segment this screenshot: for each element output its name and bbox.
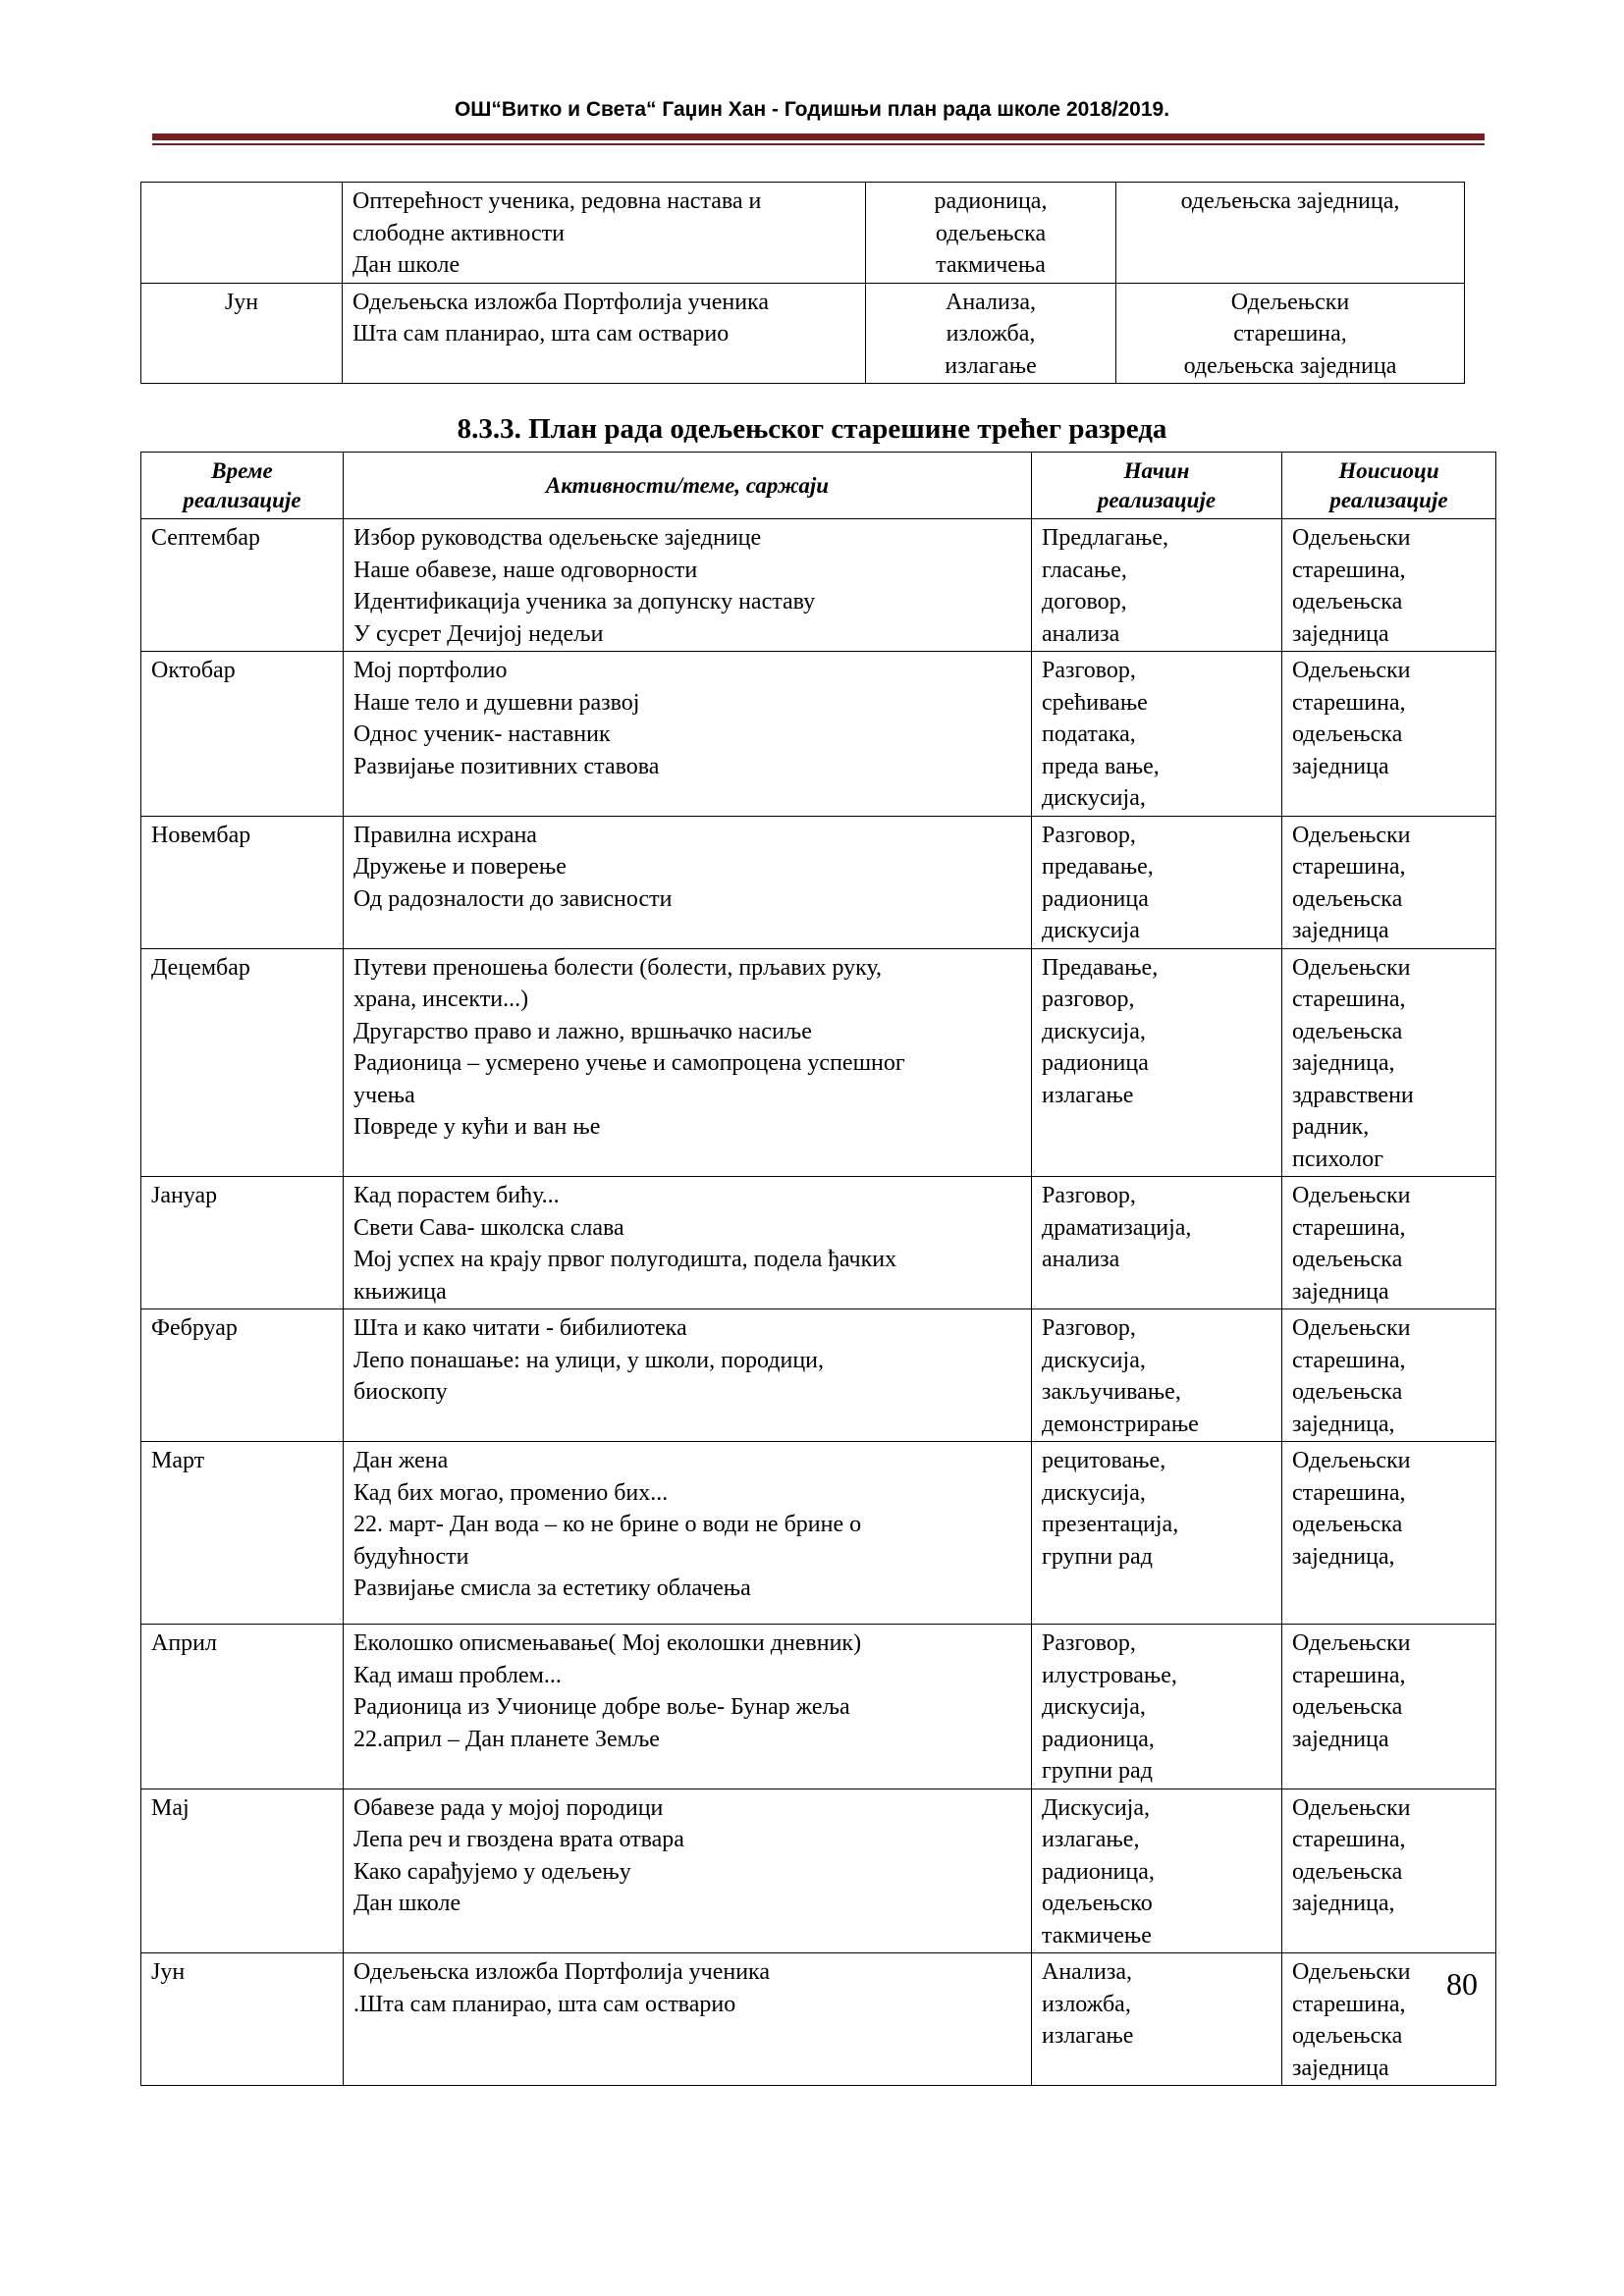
activities-cell-line: 22. март- Дан вода – ко не брине о води не брине о <box>353 1512 862 1537</box>
bearers-cell-line: одељењска <box>1292 1379 1403 1405</box>
method-cell-line: излагање, <box>1042 1827 1140 1852</box>
method-cell-line: дискусија, <box>1042 785 1146 811</box>
method-cell-line: радионица, <box>934 188 1048 214</box>
section-title: 8.3.3. План рада одељењског старешине трећег разреда <box>457 413 1167 445</box>
activities-cell-line: Дан школе <box>352 252 460 278</box>
bearers-cell-line: старешина, <box>1292 987 1406 1012</box>
activities-cell-line: Шта и како читати - бибилиотека <box>353 1315 687 1341</box>
activities-cell-line: Наше тело и душевни развој <box>353 689 640 716</box>
header-bearers <box>1282 453 1496 519</box>
bearers-cell-line: Одељењски <box>1292 1183 1411 1208</box>
method-cell-line: анализа <box>1042 1247 1120 1272</box>
month-cell-line: Март <box>151 1448 205 1473</box>
method-cell-line: података, <box>1042 721 1136 747</box>
bearers-cell <box>1282 816 1496 948</box>
activities-cell <box>344 1177 1032 1309</box>
method-cell-line: дискусија, <box>1042 1694 1146 1720</box>
bearers-cell-line: старешина, <box>1233 321 1347 347</box>
bearers-cell <box>1282 519 1496 652</box>
activities-cell-line: Лепа реч и гвоздена врата отвара <box>353 1827 684 1852</box>
method-cell-line: дискусија, <box>1042 1347 1146 1373</box>
bearers-cell-line: заједница <box>1292 753 1389 779</box>
method-cell-line: радионица, <box>1042 1858 1155 1885</box>
bearers-cell-line: заједница, <box>1292 1543 1395 1570</box>
header-method <box>1032 453 1282 519</box>
month-cell <box>141 1789 344 1953</box>
bearers-cell-line: заједница, <box>1292 1411 1395 1437</box>
method-cell-line: разговор, <box>1042 987 1135 1012</box>
bearers-cell-line: Одељењски <box>1292 525 1411 551</box>
activities-cell-line: храна, инсекти...) <box>353 987 529 1012</box>
bearers-cell-line: психолог <box>1292 1146 1383 1172</box>
month-cell-line: Јануар <box>151 1183 218 1208</box>
method-cell-line: дискусија, <box>1042 1018 1146 1044</box>
activities-cell-line: Обавезе рада у мојој породици <box>353 1794 664 1821</box>
bearers-cell-line: одељењска заједница <box>1183 352 1397 379</box>
month-cell-line: Септембар <box>151 525 260 551</box>
method-cell <box>1032 816 1282 948</box>
table-row <box>141 1789 1496 1953</box>
month-cell-line: Април <box>151 1630 217 1656</box>
activities-cell-line: биоскопу <box>353 1379 448 1405</box>
month-cell-line: Мај <box>151 1794 189 1821</box>
bearers-cell-line: Одељењски <box>1292 1315 1411 1341</box>
activities-cell <box>344 1789 1032 1953</box>
bearers-cell-line: одељењска заједница, <box>1180 188 1400 214</box>
method-cell <box>866 283 1116 384</box>
homeroom-plan-table <box>140 452 1496 2086</box>
activities-cell-line: учења <box>353 1082 415 1108</box>
bearers-cell-line: заједница, <box>1292 1891 1395 1916</box>
activities-cell-line: Оптерећност ученика, редовна настава и <box>352 188 762 214</box>
activities-cell-line: 22.април – Дан планете Земље <box>353 1726 660 1752</box>
activities-cell-line: .Шта сам планирао, шта сам остварио <box>353 1991 736 2017</box>
table-row <box>141 1442 1496 1625</box>
bearers-cell-line: одељењска <box>1292 721 1403 747</box>
month-cell <box>141 1177 344 1309</box>
activities-cell-line: У сусрет Дечијој недељи <box>353 620 604 647</box>
bearers-cell-line: здравствени <box>1292 1082 1414 1108</box>
method-cell-line: Разговор, <box>1042 658 1136 683</box>
activities-cell-line: Одељењска изложба Портфолија ученика <box>352 289 770 315</box>
bearers-cell-line: старешина, <box>1292 1347 1406 1373</box>
header-label-line: Ноисиоци <box>1338 457 1439 483</box>
header-label-line: Време <box>211 457 273 483</box>
bearers-cell-line: заједница, <box>1292 1050 1395 1076</box>
header-label-line: реализације <box>1097 487 1217 512</box>
header-label-line: реализације <box>183 487 301 512</box>
month-cell-line: Октобар <box>151 658 236 683</box>
header-label-line: Активности/теме, саржаји <box>545 472 830 498</box>
table-row <box>141 948 1496 1177</box>
bearers-cell-line: Одељењски <box>1292 658 1411 683</box>
activities-cell-line: Свети Сава- школска слава <box>353 1214 624 1241</box>
activities-cell-line: Однос ученик- наставник <box>353 721 611 747</box>
method-cell <box>1032 652 1282 817</box>
activities-cell-line: Мој успех на крају првог полугодишта, подела ђачких <box>353 1247 897 1272</box>
activities-cell-line: Кад имаш проблем... <box>353 1662 562 1688</box>
method-cell-line: Разговор, <box>1042 822 1136 848</box>
bearers-cell <box>1282 1789 1496 1953</box>
activities-cell-line: Дружење и поверење <box>353 854 567 880</box>
bearers-cell <box>1282 1442 1496 1625</box>
page-header-title: ОШ“Витко и Света“ Гаџин Хан - Годишњи план рада школе 2018/2019. <box>454 98 1170 121</box>
activities-cell <box>343 183 866 284</box>
table-row <box>141 816 1496 948</box>
bearers-cell-line: старешина, <box>1292 1827 1406 1852</box>
header-divider <box>152 133 1485 140</box>
activities-cell <box>344 652 1032 817</box>
method-cell <box>1032 1442 1282 1625</box>
activities-cell-line: Дан школе <box>353 1891 461 1916</box>
method-cell <box>1032 1625 1282 1789</box>
bearers-cell-line: одељењска <box>1292 589 1403 614</box>
header-label-line: Начин <box>1123 457 1190 483</box>
month-cell <box>141 1442 344 1625</box>
header-activities <box>344 453 1032 519</box>
activities-cell-line: Одељењска изложба Портфолија ученика <box>353 1959 771 1985</box>
method-cell-line: закључивање, <box>1042 1379 1181 1405</box>
bearers-cell-line: Одељењски <box>1292 822 1411 848</box>
activities-cell-line: слободне активности <box>352 220 565 246</box>
month-cell <box>141 652 344 817</box>
method-cell-line: анализа <box>1042 620 1120 647</box>
bearers-cell <box>1282 1625 1496 1789</box>
method-cell-line: одељењско <box>1042 1891 1153 1916</box>
method-cell-line: такмичења <box>936 252 1046 278</box>
header-time <box>141 453 344 519</box>
bearers-cell-line: старешина, <box>1292 1662 1406 1688</box>
activities-cell-line: Другарство право и лажно, вршњачко насиље <box>353 1018 812 1044</box>
method-cell-line: предавање, <box>1042 854 1154 880</box>
method-cell <box>866 183 1116 284</box>
method-cell <box>1032 1309 1282 1442</box>
activities-cell <box>344 816 1032 948</box>
method-cell-line: Предлагање, <box>1042 525 1169 551</box>
activities-cell-line: Шта сам планирао, шта сам остварио <box>352 321 730 347</box>
method-cell-line: Разговор, <box>1042 1630 1136 1656</box>
activities-cell-line: Радионица из Учионице добре воље- Бунар жеља <box>353 1694 850 1720</box>
activities-cell <box>343 283 866 384</box>
table-row <box>141 1309 1496 1442</box>
method-cell-line: преда вање, <box>1042 753 1160 779</box>
bearers-cell-line: старешина, <box>1292 1991 1406 2017</box>
bearers-cell-line: старешина, <box>1292 1479 1406 1506</box>
activities-cell <box>344 1442 1032 1625</box>
bearers-cell-line: Одељењски <box>1292 1794 1411 1821</box>
method-cell-line: дискусија, <box>1042 1479 1146 1506</box>
bearers-cell-line: радник, <box>1292 1114 1370 1140</box>
month-cell-line: Децембар <box>151 954 250 981</box>
activities-cell-line: Радионица – усмерено учење и самопроцена успешног <box>353 1050 905 1076</box>
header-divider-thin <box>152 143 1485 145</box>
bearers-cell <box>1282 652 1496 817</box>
activities-cell-line: Избор руководства одељењске заједнице <box>353 525 762 551</box>
month-cell-line: Јун <box>224 289 259 315</box>
table-row <box>141 1625 1496 1789</box>
bearers-cell-line: заједница <box>1292 620 1389 647</box>
method-cell-line: одељењска <box>935 220 1047 246</box>
activities-cell-line: Наше обавезе, наше одговорности <box>353 557 698 583</box>
method-cell <box>1032 1953 1282 2086</box>
month-cell <box>141 283 343 384</box>
bearers-cell-line: одељењска <box>1292 2023 1403 2049</box>
month-cell <box>141 183 343 284</box>
month-cell <box>141 519 344 652</box>
page-number: 80 <box>1446 1966 1478 2002</box>
activities-cell-line: Путеви преношења болести (болести, прљавих руку, <box>353 954 883 981</box>
bearers-cell-line: Одељењски <box>1292 1448 1411 1473</box>
table-header-row <box>141 453 1496 519</box>
method-cell <box>1032 519 1282 652</box>
bearers-cell-line: старешина, <box>1292 557 1406 583</box>
bearers-cell-line: Одељењски <box>1292 954 1411 981</box>
activities-cell-line: Лепо понашање: на улици, у школи, породици, <box>353 1347 825 1373</box>
table-row <box>141 1177 1496 1309</box>
activities-cell-line: Мој портфолио <box>353 658 508 683</box>
method-cell-line: гласање, <box>1042 557 1127 583</box>
bearers-cell-line: старешина, <box>1292 1214 1406 1241</box>
month-cell-line: Јун <box>151 1959 186 1985</box>
method-cell-line: договор, <box>1042 589 1127 614</box>
bearers-cell-line: одељењска <box>1292 1018 1403 1044</box>
bearers-cell <box>1282 948 1496 1177</box>
month-cell <box>141 948 344 1177</box>
method-cell <box>1032 1177 1282 1309</box>
month-cell-line: Новембар <box>151 822 251 848</box>
month-cell <box>141 1953 344 2086</box>
month-cell <box>141 816 344 948</box>
method-cell-line: Разговор, <box>1042 1315 1136 1341</box>
activities-cell-line: Развијање смисла за естетику облачења <box>353 1575 751 1601</box>
table-row <box>141 283 1465 384</box>
method-cell-line: такмичење <box>1042 1922 1152 1949</box>
table-row <box>141 652 1496 817</box>
month-cell <box>141 1309 344 1442</box>
activities-cell-line: Кад порастем бићу... <box>353 1183 560 1208</box>
bearers-cell-line: одељењска <box>1292 885 1403 912</box>
method-cell-line: излагање <box>1042 1082 1134 1108</box>
bearers-cell <box>1282 1177 1496 1309</box>
method-cell-line: дискусија <box>1042 918 1140 943</box>
method-cell-line: демонстрирање <box>1042 1411 1199 1437</box>
activities-cell-line: Повреде у кући и ван ње <box>353 1114 601 1140</box>
activities-cell-line: будућности <box>353 1543 469 1570</box>
method-cell-line: Анализа, <box>1042 1959 1132 1985</box>
method-cell-line: презентација, <box>1042 1512 1179 1537</box>
method-cell-line: изложба, <box>1042 1991 1131 2017</box>
method-cell-line: Дискусија, <box>1042 1794 1151 1821</box>
method-cell <box>1032 948 1282 1177</box>
bearers-cell-line: Одељењски <box>1292 1630 1411 1656</box>
table-row <box>141 519 1496 652</box>
continued-plan-table <box>140 182 1465 384</box>
method-cell-line: групни рад <box>1042 1758 1153 1784</box>
bearers-cell-line: заједница <box>1292 918 1389 943</box>
method-cell-line: драматизација, <box>1042 1214 1192 1241</box>
method-cell-line: срећивање <box>1042 689 1148 716</box>
method-cell-line: Анализа, <box>946 289 1036 315</box>
bearers-cell <box>1116 283 1465 384</box>
activities-cell <box>344 948 1032 1177</box>
month-cell-line: Фебруар <box>151 1315 238 1341</box>
method-cell-line: радионица, <box>1042 1726 1155 1752</box>
table-row <box>141 183 1465 284</box>
activities-cell-line: Правилна исхрана <box>353 822 537 848</box>
method-cell-line: групни рад <box>1042 1543 1153 1570</box>
method-cell-line: радионица <box>1042 1050 1149 1076</box>
bearers-cell-line: одељењска <box>1292 1512 1403 1537</box>
activities-cell-line: књижица <box>353 1278 447 1305</box>
bearers-cell-line: старешина, <box>1292 689 1406 716</box>
bearers-cell <box>1282 1309 1496 1442</box>
bearers-cell-line: заједница <box>1292 1726 1389 1752</box>
header-label-line: реализације <box>1329 487 1448 512</box>
bearers-cell-line: Одељењски <box>1230 289 1350 315</box>
method-cell-line: излагање <box>945 352 1037 379</box>
table-row <box>141 1953 1496 2086</box>
method-cell-line: илустровање, <box>1042 1662 1177 1688</box>
bearers-cell-line: заједница <box>1292 2055 1389 2081</box>
method-cell <box>1032 1789 1282 1953</box>
bearers-cell-line: одељењска <box>1292 1858 1403 1885</box>
month-cell <box>141 1625 344 1789</box>
bearers-cell-line: старешина, <box>1292 854 1406 880</box>
method-cell-line: изложба, <box>946 321 1036 347</box>
activities-cell <box>344 1625 1032 1789</box>
activities-cell <box>344 1953 1032 2086</box>
method-cell-line: Разговор, <box>1042 1183 1136 1208</box>
bearers-cell <box>1116 183 1465 284</box>
activities-cell-line: Развијање позитивних ставова <box>353 753 660 779</box>
activities-cell-line: Кад бих могао, променио бих... <box>353 1479 669 1506</box>
method-cell-line: Предавање, <box>1042 954 1159 981</box>
bearers-cell-line: Одељењски <box>1292 1959 1411 1985</box>
activities-cell-line: Идентификација ученика за допунску наставу <box>353 589 816 614</box>
activities-cell-line: Дан жена <box>353 1448 449 1473</box>
bearers-cell-line: одељењска <box>1292 1247 1403 1272</box>
bearers-cell-line: одељењска <box>1292 1694 1403 1720</box>
method-cell-line: рецитовање, <box>1042 1448 1166 1473</box>
activities-cell <box>344 1309 1032 1442</box>
activities-cell <box>344 519 1032 652</box>
method-cell-line: излагање <box>1042 2023 1134 2049</box>
bearers-cell-line: заједница <box>1292 1278 1389 1305</box>
activities-cell-line: Еколошко описмењавање( Мој еколошки дневник) <box>353 1630 862 1656</box>
activities-cell-line: Од радозналости до зависности <box>353 885 673 912</box>
method-cell-line: радионица <box>1042 885 1149 912</box>
activities-cell-line: Како сарађујемо у одељењу <box>353 1858 631 1885</box>
